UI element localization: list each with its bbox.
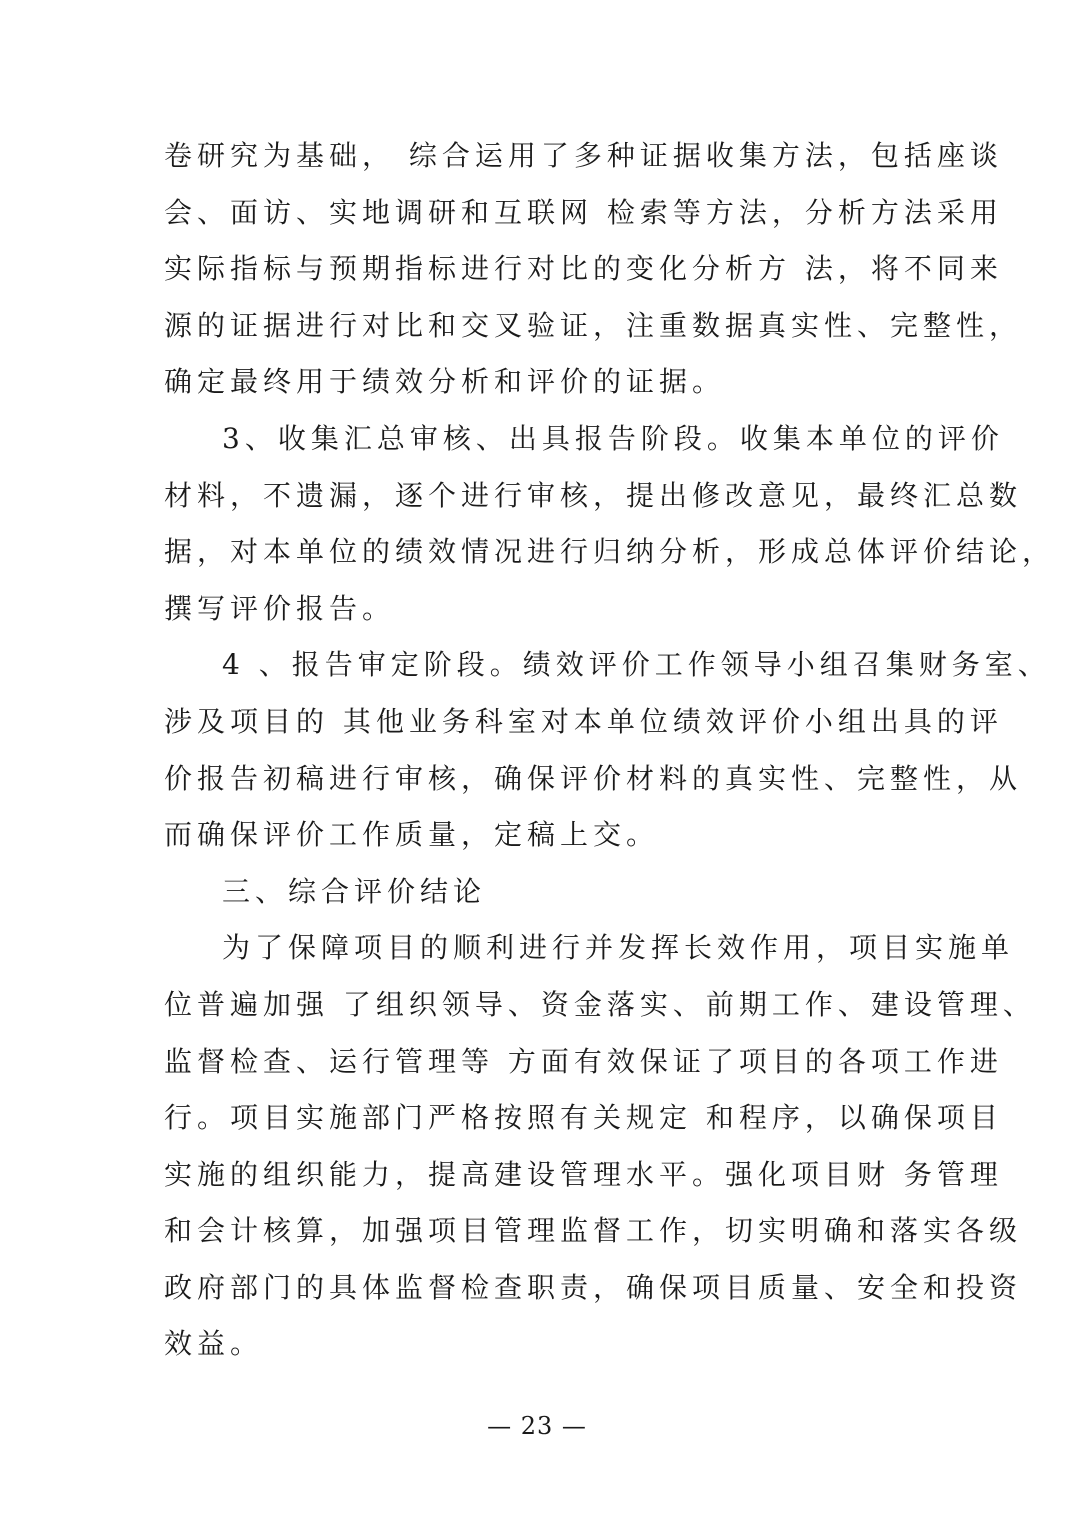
text-line: 行。项目实施部门严格按照有关规定 和程序，以确保项目 <box>164 1101 1003 1135</box>
text-line: 源的证据进行对比和交叉验证，注重数据真实性、完整性， <box>164 308 1023 342</box>
text-line: 卷研究为基础， 综合运用了多种证据收集方法，包括座谈 <box>164 139 1003 172</box>
text-line: 效益。 <box>164 1327 264 1361</box>
text-line: 而确保评价工作质量，定稿上交。 <box>164 818 660 852</box>
text-line: 为了保障项目的顺利进行并发挥长效作用，项目实施单 <box>222 931 1015 965</box>
text-line: 涉及项目的 其他业务科室对本单位绩效评价小组出具的评 <box>164 704 1003 738</box>
text-line: 撰写评价报告。 <box>164 591 396 625</box>
text-line: 政府部门的具体监督检查职责，确保项目质量、安全和投资 <box>164 1270 1023 1304</box>
text-line: 3、收集汇总审核、出具报告阶段。收集本单位的评价 <box>222 421 1004 455</box>
text-line: 实施的组织能力，提高建设管理水平。强化项目财 务管理 <box>164 1157 1003 1191</box>
text-line: 确定最终用于绩效分析和评价的证据。 <box>164 365 726 399</box>
text-line: 位普遍加强 了组织领导、资金落实、前期工作、建设管理、 <box>164 987 1036 1021</box>
page-number: — 23 — <box>487 1412 587 1440</box>
document-body <box>164 128 1056 1373</box>
text-line: 会、面访、实地调研和互联网 检索等方法，分析方法采用 <box>164 195 1003 229</box>
text-line: 实际指标与预期指标进行对比的变化分析方 法，将不同来 <box>164 252 1003 286</box>
text-line: 据，对本单位的绩效情况进行归纳分析，形成总体评价结论， <box>164 535 1056 569</box>
text-line: 和会计核算，加强项目管理监督工作，切实明确和落实各级 <box>164 1214 1023 1248</box>
text-line: 三、综合评价结论 <box>222 874 487 908</box>
text-line: 监督检查、运行管理等 方面有效保证了项目的各项工作进 <box>164 1044 1003 1078</box>
text-line: 材料，不遗漏，逐个进行审核，提出修改意见，最终汇总数 <box>164 478 1023 512</box>
text-line: 价报告初稿进行审核，确保评价材料的真实性、完整性，从 <box>164 761 1023 795</box>
text-line: 4 、报告审定阶段。绩效评价工作领导小组召集财务室、 <box>222 648 1051 682</box>
